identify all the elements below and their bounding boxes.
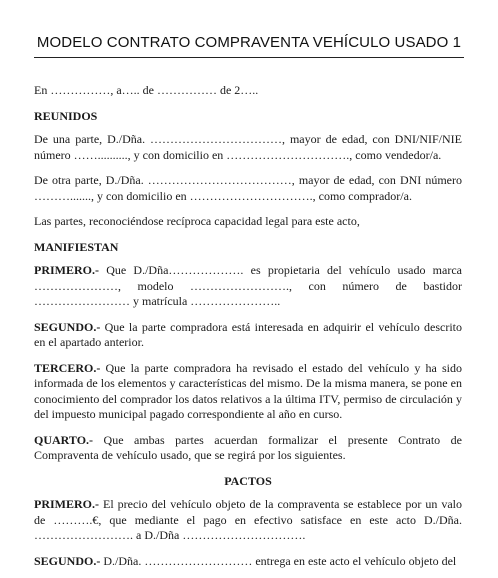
document-title: MODELO CONTRATO COMPRAVENTA VEHÍCULO USADO 1 xyxy=(36,34,462,51)
clause-text: Que la parte compradora ha revisado el estado del vehículo y ha sido informada de los elementos y características del mismo. De la misma manera, se pone en conocimiento del comprador los datos relativos a la última ITV, permiso de circulación y del impuesto municipal pagado correspondiente al año en curso. xyxy=(34,360,462,421)
clause-label: SEGUNDO.- xyxy=(34,553,101,568)
title-underline xyxy=(34,57,464,58)
clause-text: Que la parte compradora está interesada en adquirir el vehículo descrito en el apartado anterior. xyxy=(34,319,462,349)
pacto-primero xyxy=(34,497,462,544)
heading-pactos: PACTOS xyxy=(224,473,272,488)
party-seller: De una parte, D./Dña. ……………………………, mayor de edad, con DNI/NIF/NIE número …….........., y con domicilio en …………………………., como vendedor/a. xyxy=(34,132,462,162)
clause-label: QUARTO.- xyxy=(34,432,94,447)
clause-text: Que D./Dña………………. es propietaria del vehículo usado marca …………………, modelo ……………………., con número de bastidor …………………… y matrícula ………………….. xyxy=(34,263,462,308)
manifiesto-segundo xyxy=(34,320,462,351)
document-body xyxy=(34,83,462,578)
legal-capacity: Las partes, reconociéndose recíproca capacidad legal para este acto, xyxy=(34,214,360,228)
manifiesto-primero xyxy=(34,263,462,310)
clause-text: D./Dña. ……………………… entrega en este acto el vehículo objeto del xyxy=(100,553,457,568)
clause-label: PRIMERO.- xyxy=(34,497,99,511)
manifiesto-tercero xyxy=(34,361,462,423)
place-date-line: En ……………, a….. de …………… de 2….. xyxy=(34,83,259,97)
clause-text: El precio del vehículo objeto de la compraventa se establece por un valo de ……….€, que mediante el pago en efectivo satisface en este acto D./Dña. ……………………. a D./Dña …………………………. xyxy=(34,497,462,542)
clause-label: SEGUNDO.- xyxy=(34,319,101,334)
pacto-segundo xyxy=(34,554,462,568)
clause-text: Que ambas partes acuerdan formalizar el presente Contrato de Compraventa de vehículo usado, que se regirá por los siguientes. xyxy=(34,432,462,462)
clause-label: TERCERO.- xyxy=(34,360,101,375)
heading-reunidos: REUNIDOS xyxy=(34,108,98,123)
heading-manifiestan: MANIFIESTAN xyxy=(34,239,119,254)
manifiesto-cuarto xyxy=(34,433,462,464)
party-buyer: De otra parte, D./Dña. ………………………………, mayor de edad, con DNI número ………......., y con domicilio en …………………………., como comprador/a. xyxy=(34,173,462,203)
clause-label: PRIMERO.- xyxy=(34,263,99,277)
